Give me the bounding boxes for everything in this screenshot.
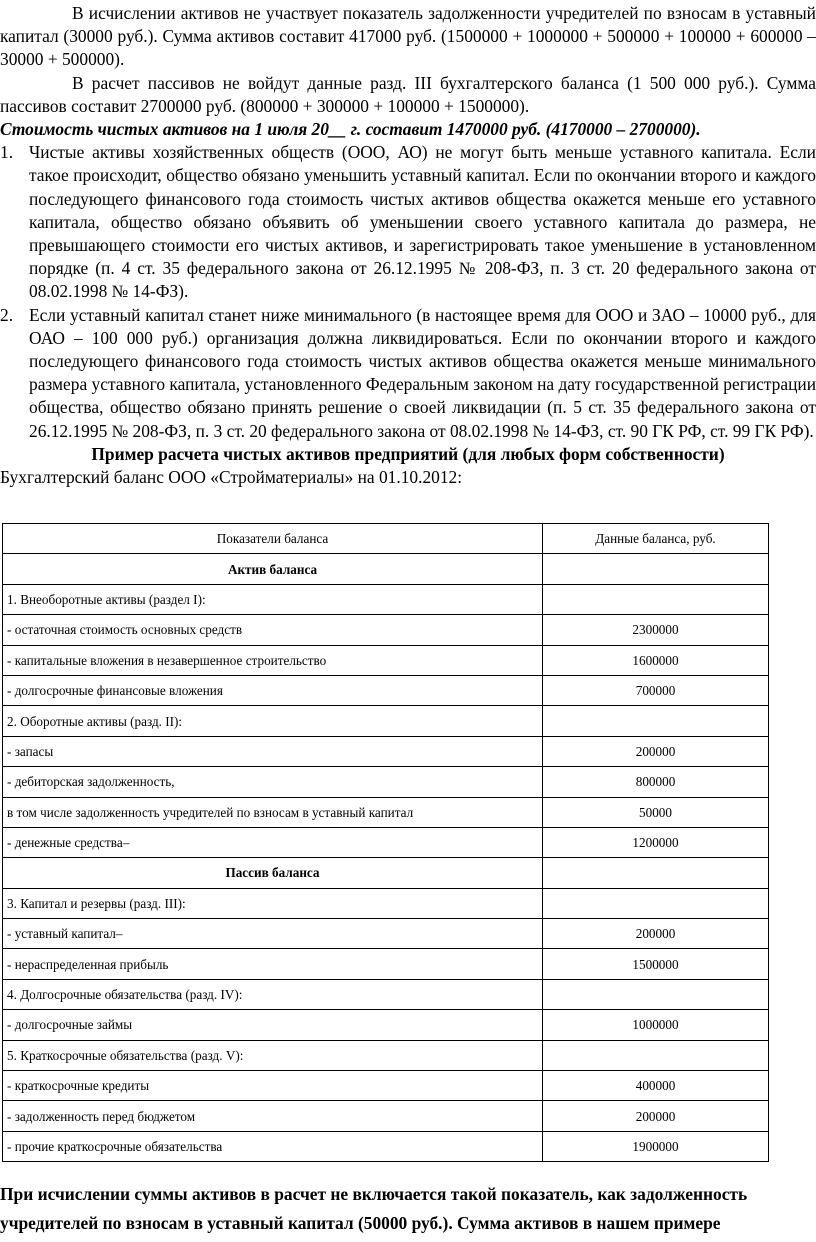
- table-row: [3, 888, 769, 918]
- row-value: 200000: [543, 919, 769, 949]
- row-label: 4. Долгосрочные обязательства (разд. IV):: [3, 979, 543, 1009]
- row-value: [543, 1040, 769, 1070]
- row-label: в том числе задолженность учредителей по взносам в уставный капитал: [3, 797, 543, 827]
- row-value: 1000000: [543, 1010, 769, 1040]
- row-value: [543, 858, 769, 888]
- table-row: [3, 706, 769, 736]
- row-label: - денежные средства–: [3, 827, 543, 857]
- row-label: - уставный капитал–: [3, 919, 543, 949]
- section-title: Пассив баланса: [3, 858, 543, 888]
- row-value: 1600000: [543, 645, 769, 675]
- table-row: [3, 949, 769, 979]
- table-row: [3, 1010, 769, 1040]
- row-label: - нераспределенная прибыль: [3, 949, 543, 979]
- row-value: [543, 584, 769, 614]
- table-header-row: [3, 524, 769, 554]
- column-header: Данные баланса, руб.: [543, 524, 769, 554]
- row-value: [543, 706, 769, 736]
- row-value: 800000: [543, 767, 769, 797]
- row-label: - задолженность перед бюджетом: [3, 1101, 543, 1131]
- table-row: [3, 1071, 769, 1101]
- table-row: [3, 767, 769, 797]
- balance-caption: Бухгалтерский баланс ООО «Стройматериалы» на 01.10.2012:: [0, 467, 463, 488]
- list-item-number: 2.: [0, 304, 14, 325]
- row-value: 1900000: [543, 1131, 769, 1161]
- row-label: - краткосрочные кредиты: [3, 1071, 543, 1101]
- row-label: 2. Оборотные активы (разд. II):: [3, 706, 543, 736]
- column-header: Показатели баланса: [3, 524, 543, 554]
- row-value: [543, 888, 769, 918]
- row-value: 700000: [543, 675, 769, 705]
- intro-paragraph-assets: В исчислении активов не участвует показатель задолженности учредителей по взносам в уставный капитал (30000 руб.). Сумма активов составит 417000 руб. (1500000 + 1000000 + 500000 + 100000 + 600000 – 30000 + 500000).: [0, 3, 816, 70]
- table-row: [3, 979, 769, 1009]
- row-label: - долгосрочные финансовые вложения: [3, 675, 543, 705]
- row-label: 3. Капитал и резервы (разд. III):: [3, 888, 543, 918]
- table-row: [3, 919, 769, 949]
- table-row: [3, 675, 769, 705]
- list-item: [0, 141, 816, 303]
- table-row: [3, 1131, 769, 1161]
- row-value: [543, 554, 769, 584]
- row-value: [543, 979, 769, 1009]
- table-row: [3, 584, 769, 614]
- row-value: 1200000: [543, 827, 769, 857]
- row-value: 400000: [543, 1071, 769, 1101]
- bottom-line: При исчислении суммы активов в расчет не включается такой показатель, как задолженность: [0, 1184, 748, 1204]
- row-value: 200000: [543, 1101, 769, 1131]
- balance-table: [2, 523, 769, 1162]
- list-item: [0, 304, 816, 443]
- table-row: [3, 736, 769, 766]
- row-label: 1. Внеоборотные активы (раздел I):: [3, 584, 543, 614]
- table-row: [3, 1101, 769, 1131]
- net-assets-result: Стоимость чистых активов на 1 июля 20__ г. составит 1470000 руб. (4170000 – 2700000).: [0, 119, 701, 140]
- row-label: - запасы: [3, 736, 543, 766]
- table-row: [3, 797, 769, 827]
- intro-block: [0, 2, 816, 489]
- table-row: [3, 645, 769, 675]
- row-value: 2300000: [543, 615, 769, 645]
- table-section-row: [3, 858, 769, 888]
- row-label: - остаточная стоимость основных средств: [3, 615, 543, 645]
- row-label: - дебиторская задолженность,: [3, 767, 543, 797]
- table-row: [3, 1040, 769, 1070]
- row-label: - прочие краткосрочные обязательства: [3, 1131, 543, 1161]
- section-title: Актив баланса: [3, 554, 543, 584]
- rules-list: [0, 141, 816, 443]
- table-section-row: [3, 554, 769, 584]
- table-row: [3, 827, 769, 857]
- row-value: 50000: [543, 797, 769, 827]
- list-item-text: Если уставный капитал станет ниже минимального (в настоящее время для ООО и ЗАО – 10000 руб., для ОАО – 100 000 руб.) организация должна ликвидироваться. Если по окончании второго и каждого последующего финансового года стоимость чистых активов общества окажется меньше минимального размера уставного капитала, установленного Федеральным законом на дату государственной регистрации общества, общество обязано принять решение о своей ликвидации (п. 5 ст. 35 федерального закона от 26.12.1995 № 208-ФЗ, п. 3 ст. 20 федерального закона от 08.02.1998 № 14-ФЗ, ст. 90 ГК РФ, ст. 99 ГК РФ).: [29, 304, 816, 441]
- table-row: [3, 615, 769, 645]
- example-heading: Пример расчета чистых активов предприятий (для любых форм собственности): [91, 443, 725, 464]
- row-label: 5. Краткосрочные обязательства (разд. V):: [3, 1040, 543, 1070]
- row-label: - капитальные вложения в незавершенное строительство: [3, 645, 543, 675]
- row-value: 200000: [543, 736, 769, 766]
- list-item-number: 1.: [0, 142, 14, 163]
- intro-paragraph-liabilities: В расчет пассивов не войдут данные разд. III бухгалтерского баланса (1 500 000 руб.). Сумма пассивов составит 2700000 руб. (800000 + 300000 + 100000 + 1500000).: [0, 72, 816, 116]
- row-value: 1500000: [543, 949, 769, 979]
- list-item-text: Чистые активы хозяйственных обществ (ООО, АО) не могут быть меньше уставного капитала. Если такое происходит, общество обязано уменьшить уставный капитал. Если по окончании второго и каждого последующего финансового года стоимость чистых активов общества окажется меньше его уставного капитала, общество обязано объявить об уменьшении своего уставного капитала до размера, не превышающего стоимости его чистых активов, и зарегистрировать такое уменьшение в установленном порядке (п. 4 ст. 35 федерального закона от 26.12.1995 № 208-ФЗ, п. 3 ст. 20 федерального закона от 08.02.1998 № 14-ФЗ).: [29, 142, 816, 302]
- row-label: - долгосрочные займы: [3, 1010, 543, 1040]
- bottom-line: учредителей по взносам в уставный капитал (50000 руб.). Сумма активов в нашем примере: [0, 1213, 721, 1233]
- bottom-paragraph: [0, 1180, 800, 1238]
